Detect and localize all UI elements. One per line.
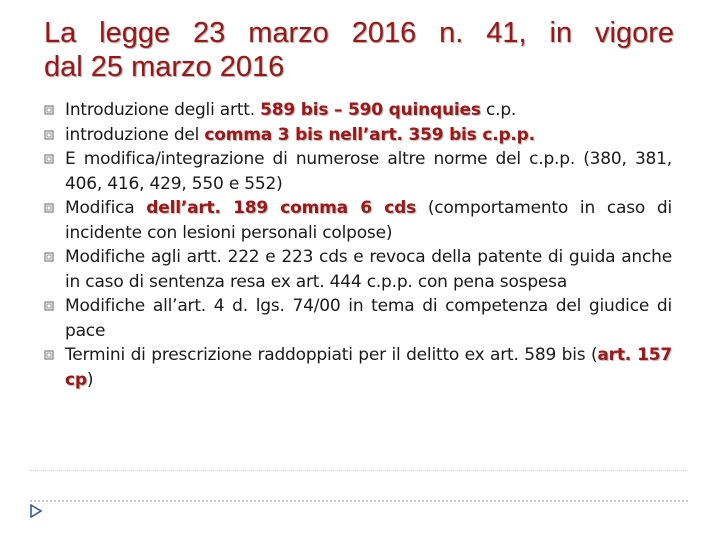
- hollow-square-bullet-icon: [44, 301, 54, 311]
- bullet-highlight-text: 589 bis – 590 quinquies: [260, 100, 481, 120]
- bullet-text: Termini di prescrizione raddoppiati per il delitto ex art. 589 bis (: [65, 345, 598, 365]
- bullet-item: [44, 245, 672, 294]
- hollow-square-bullet-icon: [44, 350, 54, 360]
- hollow-square-bullet-icon: [44, 105, 54, 115]
- bullet-text: Modifiche all’art. 4 d. lgs. 74/00 in tema di competenza del giudice di pace: [65, 296, 672, 341]
- hollow-square-bullet-icon: [44, 154, 54, 164]
- bullet-list: [44, 98, 672, 392]
- bullet-item: [44, 196, 672, 245]
- bullet-highlight-text: comma 3 bis nell’art. 359 bis c.p.p.: [204, 124, 535, 145]
- bullet-item: [44, 98, 672, 123]
- hollow-square-bullet-icon: [44, 252, 54, 262]
- slide-nav-arrow-icon[interactable]: [30, 504, 42, 518]
- bullet-text: Introduzione degli artt.: [65, 100, 261, 120]
- bullet-item: [44, 123, 672, 148]
- bullet-item: [44, 147, 672, 196]
- bullet-text: Modifiche agli artt. 222 e 223 cds e revoca della patente di guida anche in caso di sentenza resa ex art. 444 c.p.p. con pena sospesa: [65, 247, 672, 292]
- slide-title-line-2: dal 25 marzo 2016: [44, 51, 285, 83]
- bullet-text: ): [86, 369, 94, 390]
- bullet-item: [44, 294, 672, 343]
- bullet-text: introduzione del: [65, 124, 205, 145]
- slide-title-line-1: La legge 23 marzo 2016 n. 41, in vigore: [44, 17, 674, 49]
- footer-divider: [30, 500, 688, 502]
- footer-divider-upper: [30, 470, 688, 471]
- bullet-highlight-text: dell’art. 189 comma 6 cds: [146, 198, 417, 218]
- bullet-text: c.p.: [480, 100, 517, 120]
- bullet-highlight-text: art. 157 cp: [65, 345, 672, 390]
- bullet-text: Modifica: [65, 198, 147, 218]
- bullet-text: (comportamento in caso di incidente con lesioni personali colpose): [65, 198, 672, 243]
- bullet-item: [44, 343, 672, 392]
- bullet-text: E modifica/integrazione di numerose altre norme del c.p.p. (380, 381, 406, 416, 429, 550 e 552): [65, 149, 672, 194]
- hollow-square-bullet-icon: [44, 203, 54, 213]
- slide-title: [44, 16, 674, 84]
- hollow-square-bullet-icon: [44, 130, 54, 140]
